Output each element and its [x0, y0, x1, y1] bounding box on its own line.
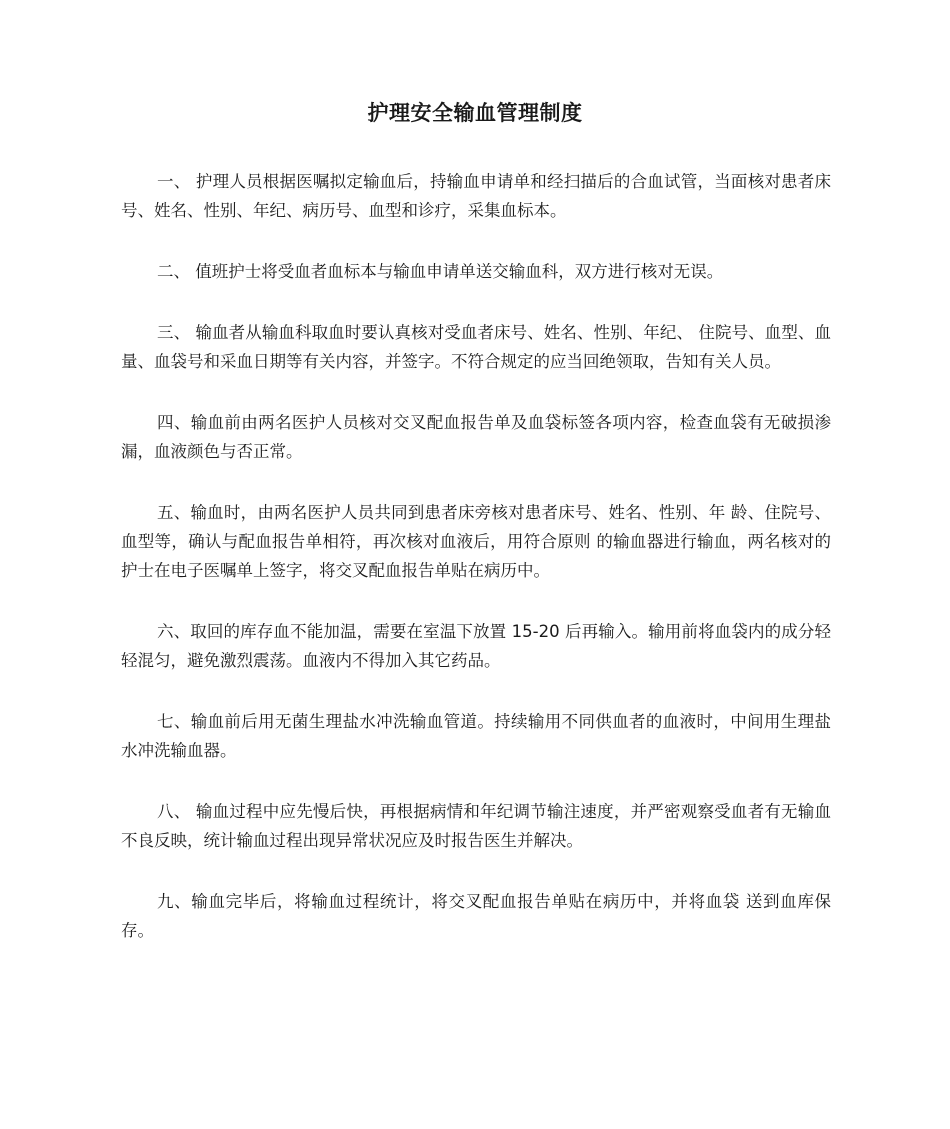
paragraph-2: 二、 值班护士将受血者血标本与输血申请单送交输血科，双方进行核对无误。	[157, 262, 724, 281]
paragraph-6: 六、取回的库存血不能加温，需要在室温下放置 15-20 后再输入。输用前将血袋内的成分轻轻混匀，避免激烈震荡。血液内不得加入其它药品。	[121, 622, 831, 670]
paragraph-1: 一、 护理人员根据医嘱拟定输血后，持输血申请单和经扫描后的合血试管，当面核对患者床号、姓名、性别、年纪、病历号、血型和诊疗，采集血标本。	[121, 172, 831, 220]
document-body	[121, 167, 831, 977]
paragraph-5: 五、输血时，由两名医护人员共同到患者床旁核对患者床号、姓名、性别、年 龄、住院号、血型等，确认与配血报告单相符，再次核对血液后，用符合原则 的输血器进行输血，两名核对的护士在电子医嘱单上签字，将交叉配血报告单贴在病历中。	[121, 503, 831, 580]
paragraph-9: 九、输血完毕后，将输血过程统计，将交叉配血报告单贴在病历中，并将血袋 送到血库保存。	[121, 892, 831, 940]
paragraph-4: 四、输血前由两名医护人员核对交叉配血报告单及血袋标签各项内容，检查血袋有无破损渗漏，血液颜色与否正常。	[121, 413, 831, 461]
paragraph-3: 三、 输血者从输血科取血时要认真核对受血者床号、姓名、性别、年纪、 住院号、血型、血量、血袋号和采血日期等有关内容，并签字。不符合规定的应当回绝领取，告知有关人员。	[121, 323, 831, 371]
paragraph-7: 七、输血前后用无菌生理盐水冲洗输血管道。持续输用不同供血者的血液时，中间用生理盐水冲洗输血器。	[121, 712, 831, 760]
paragraph-8: 八、 输血过程中应先慢后快，再根据病情和年纪调节输注速度，并严密观察受血者有无输血不良反映，统计输血过程出现异常状况应及时报告医生并解决。	[121, 802, 831, 850]
document-title: 护理安全输血管理制度	[367, 101, 583, 125]
